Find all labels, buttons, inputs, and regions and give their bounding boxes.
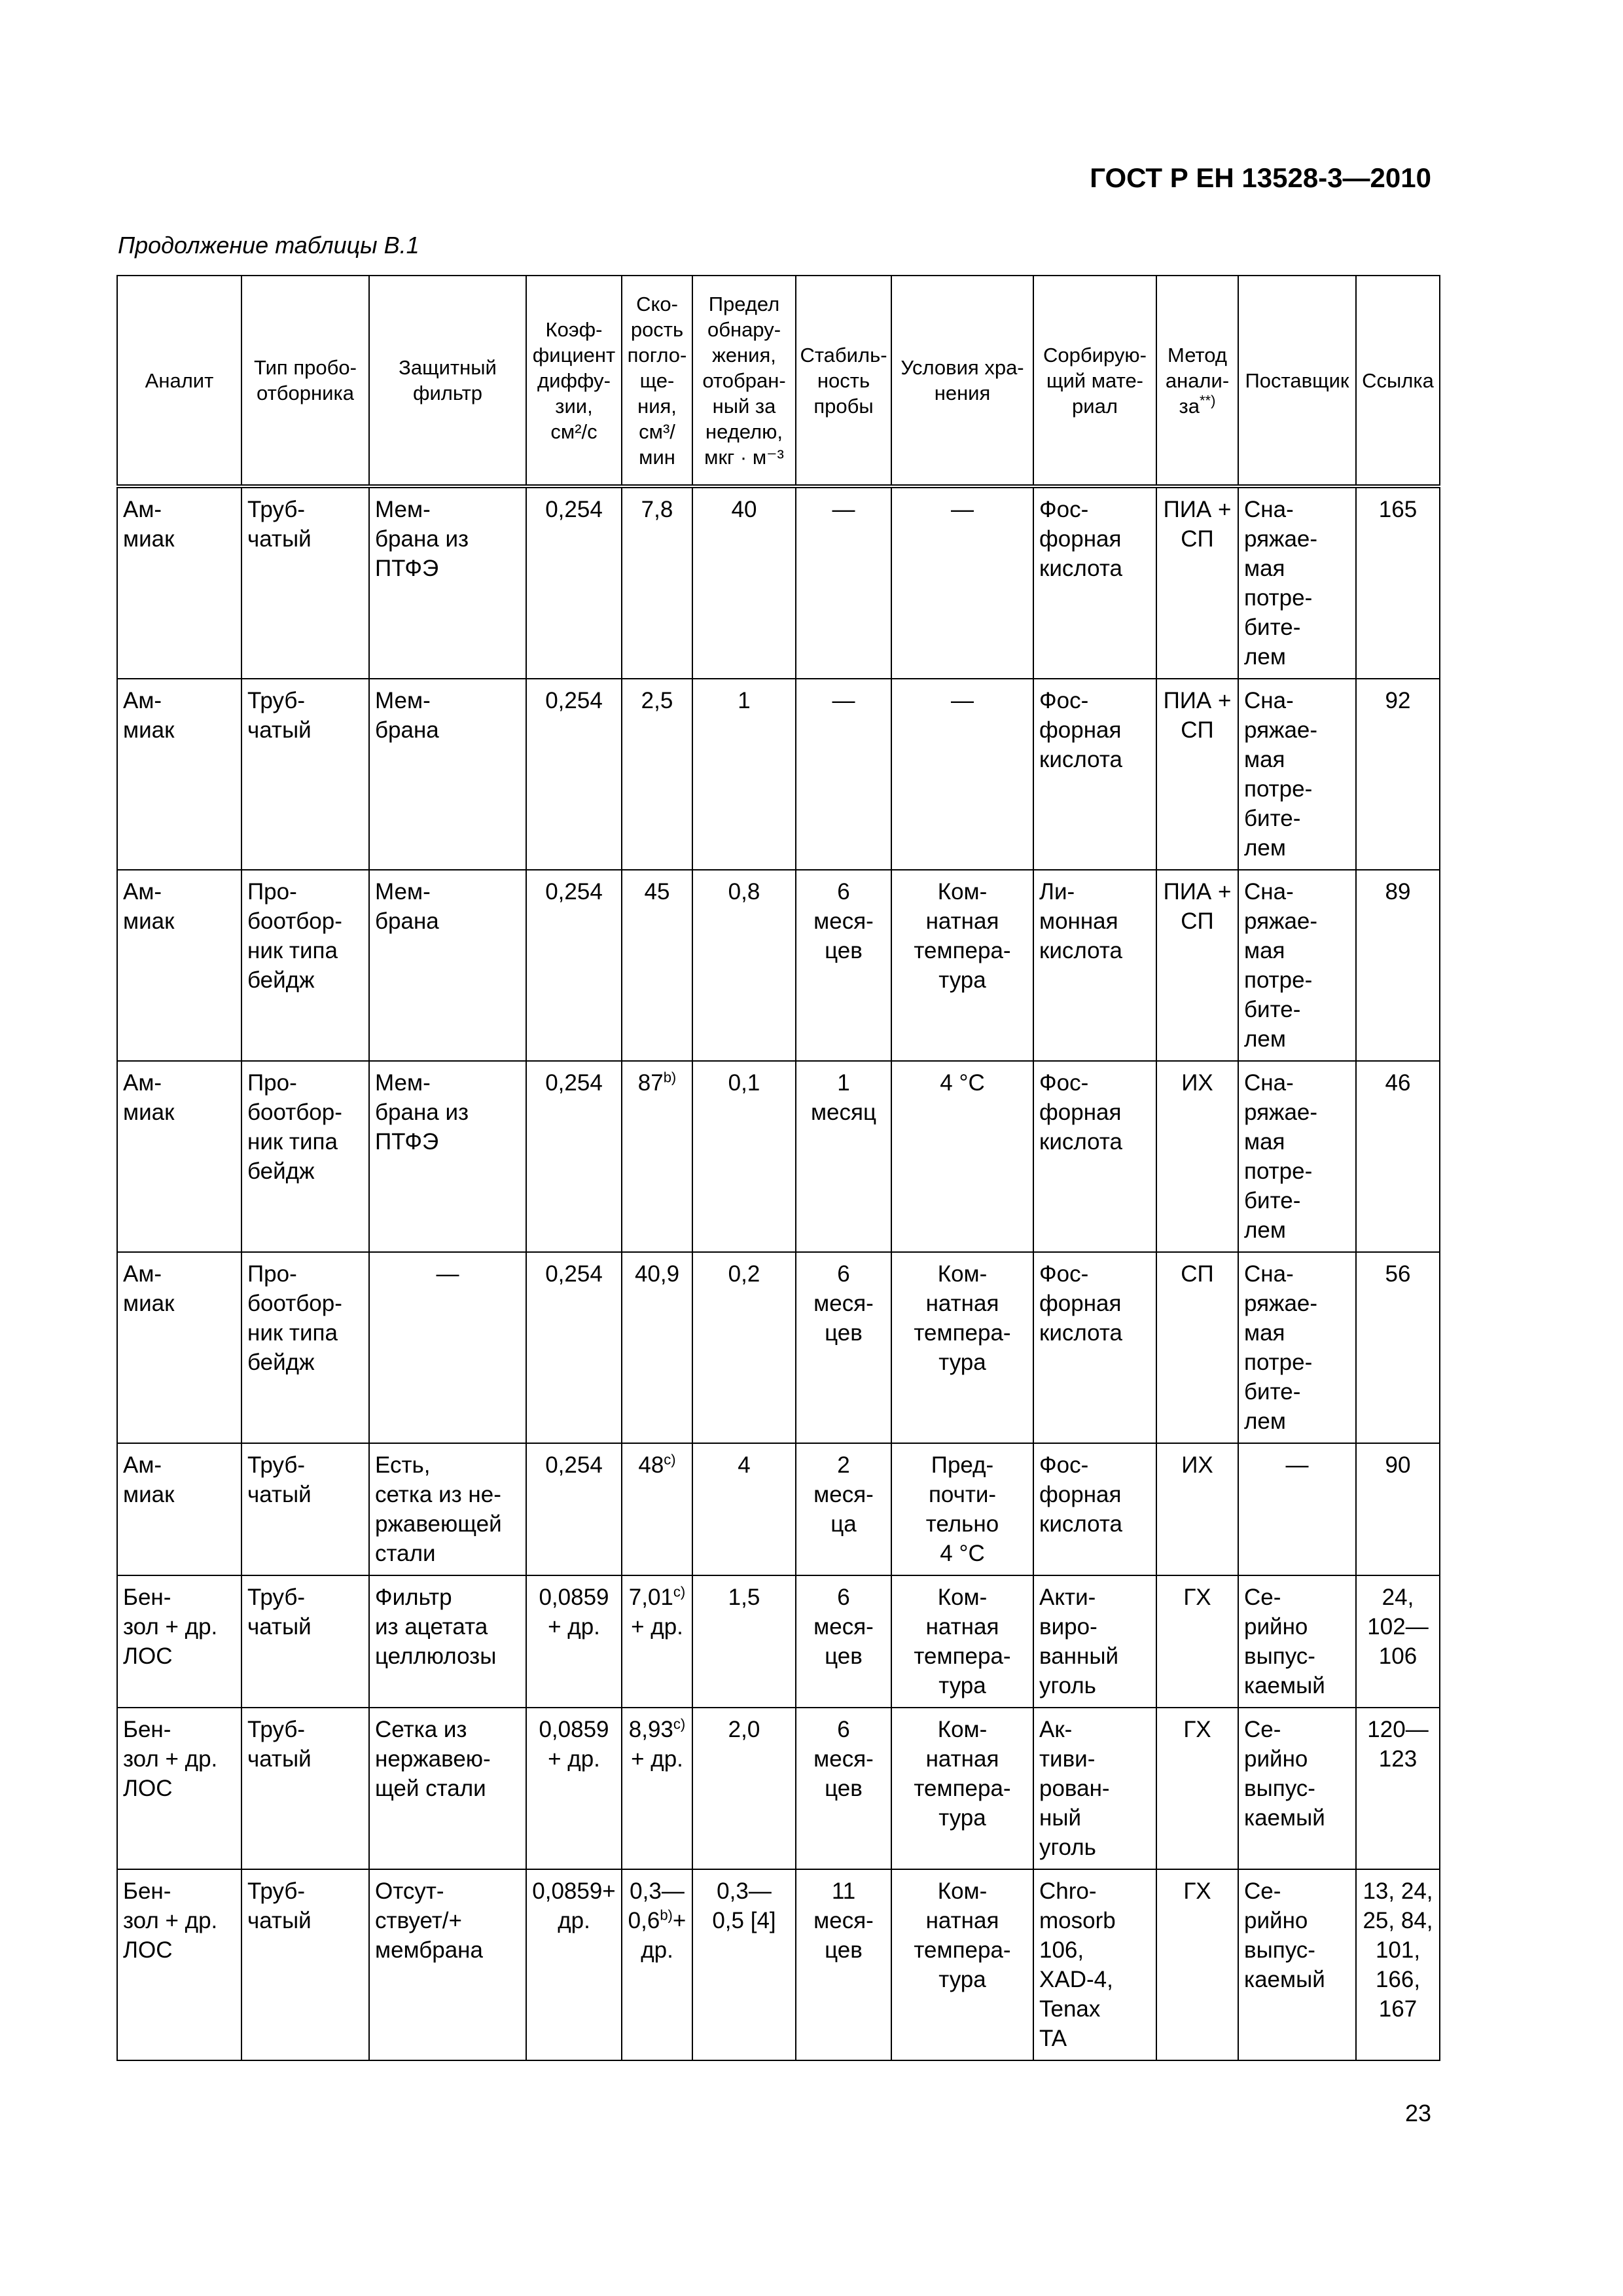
table-cell — [117, 1061, 241, 1252]
footnote-marker: **) — [1200, 392, 1216, 409]
column-header — [1033, 276, 1156, 486]
table-cell — [526, 870, 622, 1061]
cell-text: Ком- натная темпера- тура — [914, 1717, 1011, 1831]
table-cell — [1356, 486, 1440, 679]
cell-text: Про- боотбор- ник типа бейдж — [247, 1070, 342, 1184]
cell-text: 6 меся- цев — [813, 1261, 874, 1346]
table-cell — [796, 679, 891, 870]
cell-text: 89 — [1385, 879, 1411, 905]
cell-text: Труб- чатый — [247, 497, 312, 552]
cell-text: 0,0859+ др. — [532, 1878, 616, 1933]
table-cell — [1238, 679, 1356, 870]
data-table — [116, 275, 1440, 2061]
table-cell — [526, 679, 622, 870]
cell-text: 120— 123 — [1367, 1717, 1429, 1772]
cell-text: — — [832, 497, 855, 522]
table-cell — [1238, 1252, 1356, 1443]
cell-text: Мем- брана — [375, 879, 439, 934]
cell-text-tail: + др. — [631, 1614, 683, 1640]
column-header — [526, 276, 622, 486]
table-cell — [622, 1061, 692, 1252]
cell-text: Сна- ряжае- мая потре- бите- лем — [1244, 879, 1318, 1052]
table-cell — [241, 1061, 369, 1252]
column-header — [692, 276, 796, 486]
table-cell — [241, 486, 369, 679]
cell-text: Пред- почти- тельно 4 °С — [925, 1452, 999, 1566]
table-cell — [1356, 1708, 1440, 1869]
table-cell — [692, 1869, 796, 2060]
cell-text: Фильтр из ацетата целлюлозы — [375, 1585, 497, 1669]
table-cell — [891, 1252, 1033, 1443]
table-cell — [1033, 679, 1156, 870]
cell-text: 87 — [637, 1070, 664, 1096]
column-header-text: Аналит — [145, 368, 214, 392]
table-row — [117, 1443, 1440, 1575]
table-cell — [796, 1443, 891, 1575]
cell-text: 6 меся- цев — [813, 1585, 874, 1669]
table-cell — [526, 486, 622, 679]
table-cell — [241, 1443, 369, 1575]
table-cell — [1156, 486, 1238, 679]
cell-text: Про- боотбор- ник типа бейдж — [247, 879, 342, 993]
table-cell — [1156, 1252, 1238, 1443]
table-header-row — [117, 276, 1440, 486]
table-cell — [622, 1443, 692, 1575]
cell-text: Мем- брана из ПТФЭ — [375, 1070, 469, 1155]
cell-text: 45 — [644, 879, 670, 905]
footnote-marker: c) — [673, 1583, 686, 1600]
table-cell — [692, 1708, 796, 1869]
table-cell — [117, 679, 241, 870]
cell-text: 1 — [738, 688, 751, 713]
table-cell — [117, 1708, 241, 1869]
cell-text: Труб- чатый — [247, 1878, 312, 1933]
table-cell — [526, 1708, 622, 1869]
table-cell — [526, 1443, 622, 1575]
table-cell — [1156, 679, 1238, 870]
table-cell — [622, 1575, 692, 1708]
cell-text: 0,3— 0,5 [4] — [712, 1878, 776, 1933]
table-cell — [1033, 1443, 1156, 1575]
cell-text: 1,5 — [728, 1585, 760, 1610]
table-cell — [1156, 1869, 1238, 2060]
table-cell — [369, 1869, 526, 2060]
cell-text: 2 меся- ца — [813, 1452, 874, 1537]
cell-text: 2,5 — [641, 688, 673, 713]
table-cell — [1356, 1061, 1440, 1252]
column-header-text: Стабиль- ность пробы — [800, 343, 887, 418]
column-header — [891, 276, 1033, 486]
table-cell — [241, 679, 369, 870]
column-header — [622, 276, 692, 486]
table-cell — [1238, 486, 1356, 679]
cell-text: Ком- натная темпера- тура — [914, 879, 1011, 993]
table-cell — [117, 870, 241, 1061]
cell-text: 0,1 — [728, 1070, 760, 1096]
table-cell — [1156, 1061, 1238, 1252]
table-cell — [117, 1575, 241, 1708]
table-row — [117, 1869, 1440, 2060]
cell-text: Се- рийно выпус- каемый — [1244, 1585, 1325, 1698]
table-cell — [117, 1869, 241, 2060]
cell-text: 2,0 — [728, 1717, 760, 1742]
table-cell — [1356, 870, 1440, 1061]
table-cell — [622, 679, 692, 870]
cell-text-tail: + др. — [631, 1746, 683, 1772]
cell-text: Ком- натная темпера- тура — [914, 1261, 1011, 1375]
table-cell — [369, 1708, 526, 1869]
cell-text: 6 меся- цев — [813, 1717, 874, 1801]
cell-text: Ли- монная кислота — [1039, 879, 1122, 963]
table-cell — [622, 1708, 692, 1869]
table-row — [117, 486, 1440, 679]
cell-text: Акти- виро- ванный уголь — [1039, 1585, 1119, 1698]
table-cell — [796, 1252, 891, 1443]
footnote-marker: c) — [664, 1451, 676, 1468]
cell-text: 0,254 — [545, 1452, 603, 1478]
table-cell — [1356, 1575, 1440, 1708]
table-cell — [1156, 1575, 1238, 1708]
table-cell — [692, 679, 796, 870]
cell-text: Ком- натная темпера- тура — [914, 1878, 1011, 1992]
cell-text: ИХ — [1181, 1070, 1213, 1096]
column-header-text: Сорбирую- щий мате- риал — [1043, 343, 1147, 418]
cell-text: 0,254 — [545, 497, 603, 522]
column-header — [796, 276, 891, 486]
cell-text: — — [1285, 1452, 1309, 1478]
cell-text: — — [951, 497, 974, 522]
table-cell — [526, 1869, 622, 2060]
table-cell — [1356, 1443, 1440, 1575]
cell-text: 90 — [1385, 1452, 1411, 1478]
table-cell — [622, 870, 692, 1061]
column-header-text: Метод анали- за — [1165, 343, 1230, 418]
cell-text: Се- рийно выпус- каемый — [1244, 1717, 1325, 1831]
table-cell — [692, 1061, 796, 1252]
cell-text: Ам- миак — [123, 497, 175, 552]
cell-text: Сетка из нержавею- щей стали — [375, 1717, 491, 1801]
table-cell — [796, 1869, 891, 2060]
cell-text: Бен- зол + др. ЛОС — [123, 1717, 218, 1801]
cell-text: 7,01 — [628, 1585, 673, 1610]
table-caption: Продолжение таблицы В.1 — [118, 232, 419, 259]
cell-text: — — [436, 1261, 459, 1287]
cell-text: Мем- брана из ПТФЭ — [375, 497, 469, 581]
cell-text: 40 — [731, 497, 757, 522]
column-header — [1156, 276, 1238, 486]
table-cell — [622, 1252, 692, 1443]
table-cell — [241, 1252, 369, 1443]
table-cell — [692, 1575, 796, 1708]
table-cell — [117, 1252, 241, 1443]
table-row — [117, 1575, 1440, 1708]
cell-text: 48 — [638, 1452, 664, 1478]
footnote-marker: b) — [663, 1069, 677, 1086]
cell-text: 4 °С — [940, 1070, 985, 1096]
table-cell — [369, 1443, 526, 1575]
table-cell — [1033, 1061, 1156, 1252]
table-cell — [369, 1061, 526, 1252]
table-cell — [891, 870, 1033, 1061]
table-cell — [1033, 870, 1156, 1061]
cell-text: Труб- чатый — [247, 1717, 312, 1772]
column-header — [369, 276, 526, 486]
cell-text: СП — [1181, 1261, 1214, 1287]
cell-text: ИХ — [1181, 1452, 1213, 1478]
column-header — [241, 276, 369, 486]
column-header-text: Ско- рость погло- ще- ния, см³/ мин — [627, 292, 687, 469]
cell-text: Бен- зол + др. ЛОС — [123, 1585, 218, 1669]
cell-text: 165 — [1378, 497, 1418, 522]
table-cell — [796, 1575, 891, 1708]
cell-text: Фос- форная кислота — [1039, 497, 1122, 581]
cell-text: Труб- чатый — [247, 1585, 312, 1640]
table-cell — [1033, 1869, 1156, 2060]
column-header-text: Коэф- фициент диффу- зии, см²/с — [532, 317, 616, 443]
table-cell — [891, 1061, 1033, 1252]
table-cell — [1156, 1443, 1238, 1575]
table-cell — [1356, 679, 1440, 870]
column-header — [1356, 276, 1440, 486]
table-cell — [1238, 1575, 1356, 1708]
table-body — [117, 486, 1440, 2060]
footnote-marker: c) — [673, 1715, 686, 1732]
table-cell — [891, 1443, 1033, 1575]
table-row — [117, 1061, 1440, 1252]
cell-text: Се- рийно выпус- каемый — [1244, 1878, 1325, 1992]
column-header-text: Условия хра- нения — [901, 356, 1024, 404]
cell-text: ПИА + СП — [1163, 688, 1232, 743]
document-code: ГОСТ Р ЕН 13528-3—2010 — [1090, 162, 1431, 193]
table-cell — [891, 1869, 1033, 2060]
cell-text: 0,3— 0,6 — [628, 1878, 685, 1933]
cell-text: Фос- форная кислота — [1039, 1070, 1122, 1155]
table-cell — [796, 1061, 891, 1252]
cell-text: 0,254 — [545, 1261, 603, 1287]
cell-text: ПИА + СП — [1163, 879, 1232, 934]
table-cell — [692, 1252, 796, 1443]
cell-text: 8,93 — [628, 1717, 673, 1742]
cell-text: 1 месяц — [810, 1070, 877, 1125]
cell-text: — — [951, 688, 974, 713]
cell-text: 7,8 — [641, 497, 673, 522]
column-header-text: Ссылка — [1362, 368, 1434, 392]
column-header-text: Поставщик — [1245, 368, 1349, 392]
cell-text: Chro- mosorb 106, XAD-4, Tenax TA — [1039, 1878, 1116, 2051]
table-cell — [526, 1575, 622, 1708]
table-cell — [241, 870, 369, 1061]
table-cell — [622, 486, 692, 679]
column-header — [1238, 276, 1356, 486]
table-cell — [1156, 1708, 1238, 1869]
table-cell — [796, 486, 891, 679]
cell-text: Фос- форная кислота — [1039, 1261, 1122, 1346]
table-cell — [891, 1708, 1033, 1869]
table-cell — [369, 486, 526, 679]
cell-text: Ам- миак — [123, 1452, 175, 1507]
cell-text: 56 — [1385, 1261, 1411, 1287]
table-cell — [1033, 486, 1156, 679]
cell-text: — — [832, 688, 855, 713]
table-row — [117, 1708, 1440, 1869]
table-cell — [692, 486, 796, 679]
cell-text: 0,0859 + др. — [539, 1585, 609, 1640]
table-cell — [692, 870, 796, 1061]
footnote-marker: b) — [660, 1907, 673, 1924]
cell-text: Фос- форная кислота — [1039, 1452, 1122, 1537]
table-cell — [1033, 1575, 1156, 1708]
cell-text: Ком- натная темпера- тура — [914, 1585, 1011, 1698]
table-row — [117, 1252, 1440, 1443]
table-cell — [1238, 1869, 1356, 2060]
cell-text: Фос- форная кислота — [1039, 688, 1122, 772]
cell-text: Ам- миак — [123, 1261, 175, 1316]
column-header — [117, 276, 241, 486]
table-cell — [369, 679, 526, 870]
table-cell — [622, 1869, 692, 2060]
cell-text: Есть, сетка из не- ржавеющей стали — [375, 1452, 502, 1566]
table-cell — [1033, 1252, 1156, 1443]
cell-text: Сна- ряжае- мая потре- бите- лем — [1244, 1261, 1318, 1434]
cell-text: Ам- миак — [123, 1070, 175, 1125]
cell-text: 0,0859 + др. — [539, 1717, 609, 1772]
cell-text: Труб- чатый — [247, 688, 312, 743]
table-cell — [241, 1575, 369, 1708]
table-cell — [1238, 1443, 1356, 1575]
table-cell — [1033, 1708, 1156, 1869]
cell-text: Ак- тиви- рован- ный уголь — [1039, 1717, 1110, 1860]
table-cell — [526, 1061, 622, 1252]
table-cell — [241, 1869, 369, 2060]
cell-text: ГХ — [1183, 1717, 1211, 1742]
cell-text: Труб- чатый — [247, 1452, 312, 1507]
cell-text: 11 меся- цев — [813, 1878, 874, 1963]
cell-text: 92 — [1385, 688, 1411, 713]
cell-text: Мем- брана — [375, 688, 439, 743]
cell-text: 6 меся- цев — [813, 879, 874, 963]
cell-text: 0,8 — [728, 879, 760, 905]
cell-text: 13, 24, 25, 84, 101, 166, 167 — [1363, 1878, 1433, 2022]
cell-text: Ам- миак — [123, 688, 175, 743]
column-header-text: Тип пробо- отборника — [254, 356, 357, 404]
cell-text: 40,9 — [634, 1261, 680, 1287]
cell-text: 0,254 — [545, 688, 603, 713]
cell-text: Отсут- ствует/+ мембрана — [375, 1878, 483, 1963]
cell-text: Ам- миак — [123, 879, 175, 934]
table-cell — [526, 1252, 622, 1443]
cell-text: ГХ — [1183, 1878, 1211, 1904]
table-row — [117, 679, 1440, 870]
table-cell — [1356, 1252, 1440, 1443]
cell-text: ГХ — [1183, 1585, 1211, 1610]
table-cell — [796, 1708, 891, 1869]
table-cell — [369, 870, 526, 1061]
table-cell — [796, 870, 891, 1061]
table-cell — [1238, 1708, 1356, 1869]
table-cell — [1356, 1869, 1440, 2060]
table-cell — [891, 679, 1033, 870]
table-cell — [1156, 870, 1238, 1061]
column-header-text: Защитный фильтр — [399, 356, 497, 404]
cell-text: Сна- ряжае- мая потре- бите- лем — [1244, 497, 1318, 670]
cell-text: Сна- ряжае- мая потре- бите- лем — [1244, 1070, 1318, 1243]
cell-text: 24, 102— 106 — [1367, 1585, 1429, 1669]
table-cell — [117, 486, 241, 679]
table-cell — [1238, 870, 1356, 1061]
cell-text: 46 — [1385, 1070, 1411, 1096]
cell-text: 4 — [738, 1452, 751, 1478]
page-number: 23 — [1404, 2100, 1431, 2126]
table-cell — [1238, 1061, 1356, 1252]
column-header-text: Предел обнару- жения, отобран- ный за неделю, мкг · м⁻³ — [702, 292, 786, 469]
cell-text: 0,254 — [545, 879, 603, 905]
table-cell — [891, 486, 1033, 679]
cell-text: Про- боотбор- ник типа бейдж — [247, 1261, 342, 1375]
cell-text: ПИА + СП — [1163, 497, 1232, 552]
table-cell — [692, 1443, 796, 1575]
table-row — [117, 870, 1440, 1061]
table-cell — [241, 1708, 369, 1869]
table-cell — [891, 1575, 1033, 1708]
cell-text: Бен- зол + др. ЛОС — [123, 1878, 218, 1963]
cell-text: 0,254 — [545, 1070, 603, 1096]
cell-text: 0,2 — [728, 1261, 760, 1287]
cell-text: Сна- ряжае- мая потре- бите- лем — [1244, 688, 1318, 861]
table-cell — [369, 1252, 526, 1443]
table-cell — [117, 1443, 241, 1575]
table-cell — [369, 1575, 526, 1708]
cell-text-tail: + др. — [641, 1908, 687, 1963]
